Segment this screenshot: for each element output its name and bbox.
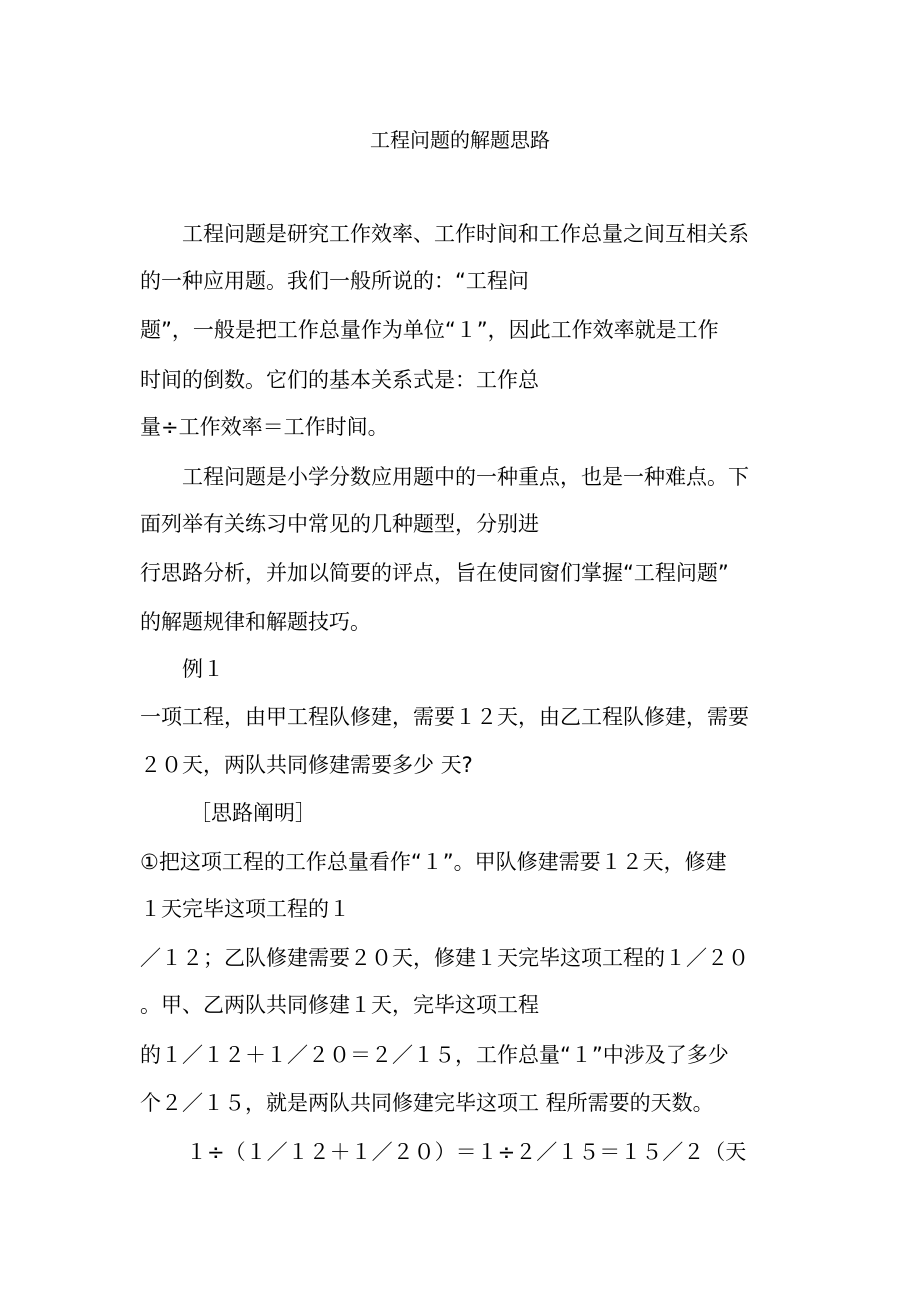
paragraph-line: ①把这项工程的工作总量看作“１”。甲队修建需要１２天，修建 bbox=[140, 850, 727, 874]
section-heading: ［思路阐明］ bbox=[190, 801, 316, 825]
paragraph-line: 工程问题是小学分数应用题中的一种重点，也是一种难点。下 bbox=[182, 465, 749, 489]
paragraph-line: １天完毕这项工程的１ bbox=[140, 897, 350, 921]
paragraph-line: ／１２；乙队修建需要２０天，修建１天完毕这项工程的１／２０ bbox=[140, 946, 749, 970]
paragraph-line: 行思路分析，并加以简要的评点，旨在使同窗们掌握“工程问题” bbox=[140, 561, 729, 585]
paragraph-line: 工程问题是研究工作效率、工作时间和工作总量之间互相关系 bbox=[182, 222, 749, 246]
paragraph-line: 的１／１２＋１／２０＝２／１５，工作总量“１”中涉及了多少 bbox=[140, 1043, 729, 1067]
paragraph-line: 面列举有关练习中常见的几种题型，分别进 bbox=[140, 512, 539, 536]
paragraph-line: 的解题规律和解题技巧。 bbox=[140, 610, 371, 634]
paragraph-line: 量÷工作效率＝工作时间。 bbox=[140, 415, 389, 439]
paragraph-line: ２０天，两队共同修建需要多少 天? bbox=[140, 753, 473, 777]
document-title: 工程问题的解题思路 bbox=[370, 128, 550, 152]
paragraph-line: 个２／１５，就是两队共同修建完毕这项工 程所需要的天数。 bbox=[140, 1091, 714, 1115]
paragraph-line: 题”，一般是把工作总量作为单位“１”，因此工作效率就是工作 bbox=[140, 318, 719, 342]
paragraph-line: 的一种应用题。我们一般所说的：“工程问 bbox=[140, 269, 529, 293]
paragraph-line: 时间的倒数。它们的基本关系式是：工作总 bbox=[140, 368, 539, 392]
example-heading: 例１ bbox=[182, 657, 224, 681]
paragraph-line: 。甲、乙两队共同修建１天，完毕这项工程 bbox=[140, 993, 539, 1017]
formula-line: １÷（１／１２＋１／２０）＝１÷２／１５＝１５／２（天 bbox=[186, 1140, 747, 1164]
paragraph-line: 一项工程，由甲工程队修建，需要１２天，由乙工程队修建，需要 bbox=[140, 705, 749, 729]
